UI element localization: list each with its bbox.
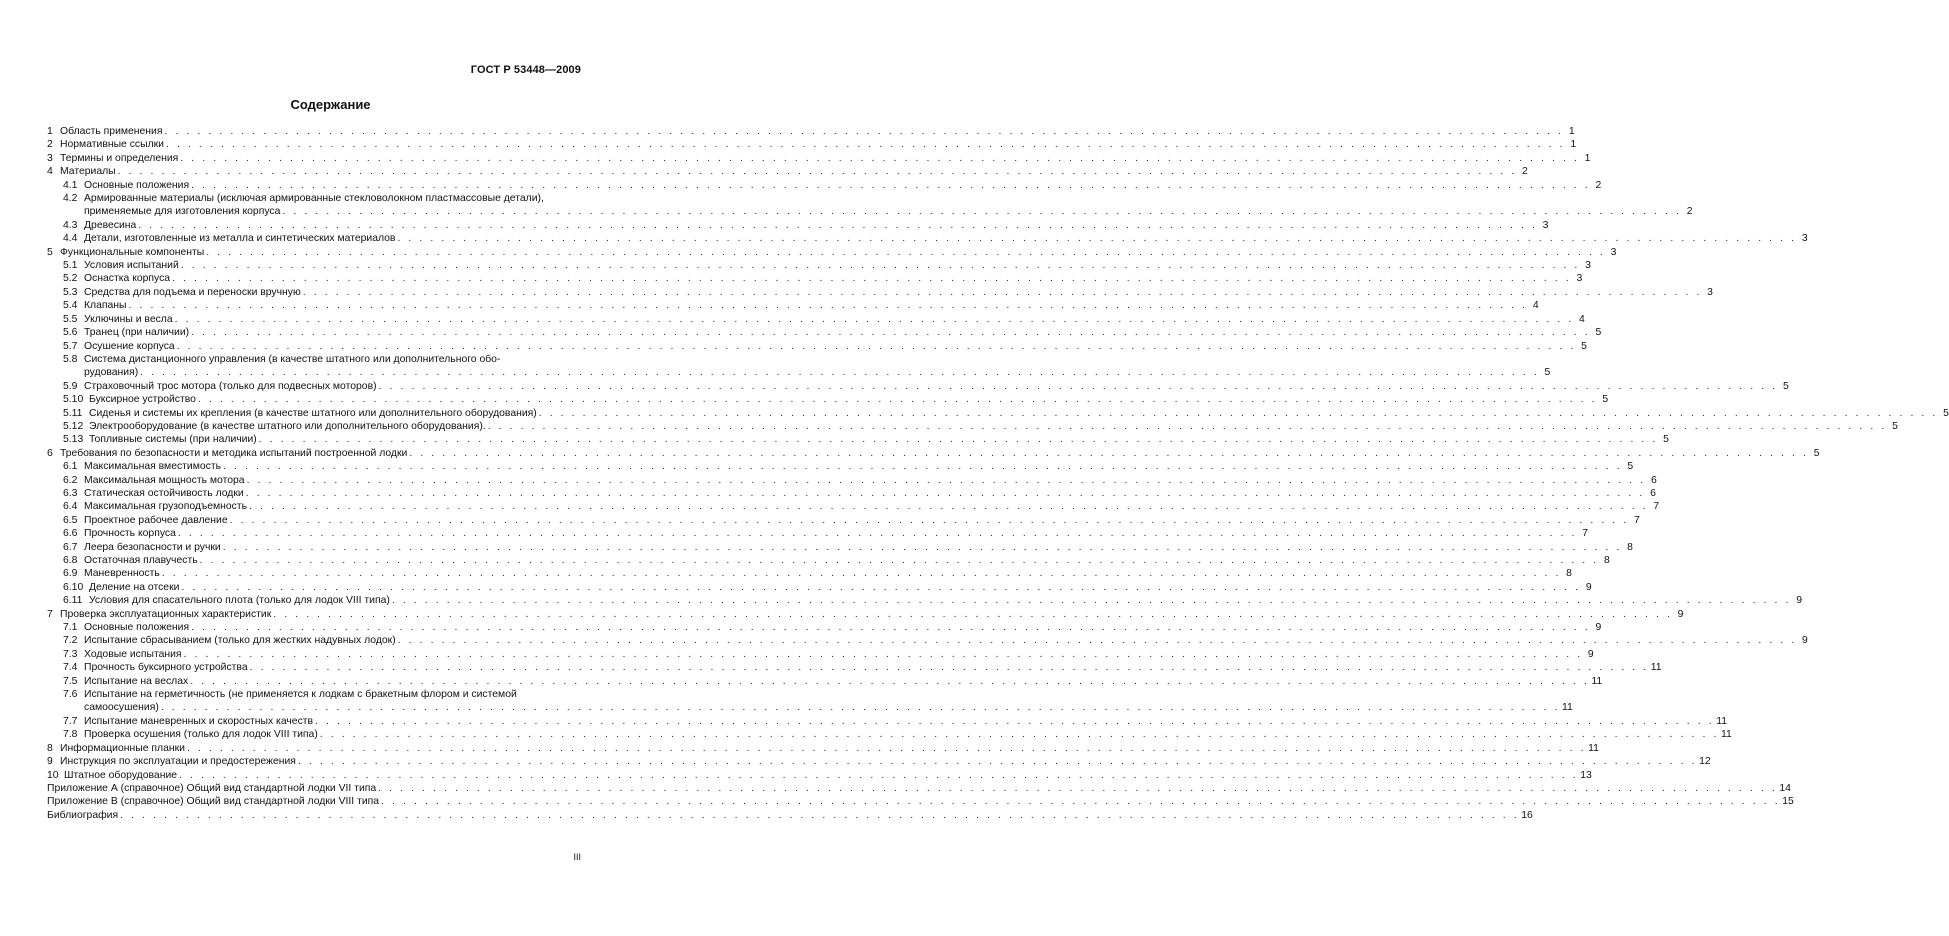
toc-entry-page: 4 [1579, 313, 1585, 325]
toc-entry[interactable] [47, 219, 1549, 232]
toc-entry-number: 5.12 [63, 420, 84, 432]
toc-entry-title: Сиденья и системы их крепления (в качестве штатного или дополнительного оборудования) [89, 407, 537, 419]
toc-entry-title: Статическая остойчивость лодки [84, 487, 244, 499]
toc-entry[interactable] [47, 138, 1577, 151]
toc-leader-dots [178, 527, 1577, 540]
toc-entry-page: 11 [1716, 715, 1728, 727]
toc-leader-dots [488, 420, 1887, 433]
toc-entry-page: 5 [1602, 394, 1609, 406]
toc-entry-page: 11 [1720, 729, 1732, 741]
toc-entry-title: Термины и определения [60, 152, 179, 164]
toc-entry-title-continued: применяемые для изготовления корпуса [84, 206, 281, 218]
toc-entry[interactable] [47, 474, 1657, 487]
toc-entry[interactable] [47, 152, 1591, 165]
toc-entry-page: 9 [1802, 635, 1808, 647]
toc-leader-dots [247, 474, 1646, 487]
toc-leader-dots [378, 782, 1777, 795]
toc-entry[interactable] [47, 782, 1791, 795]
toc-entry-number: 7.4 [63, 662, 78, 674]
toc-entry-line [63, 353, 584, 366]
toc-entry-number: 5.8 [63, 353, 78, 365]
toc-leader-dots [184, 648, 1583, 661]
toc-entry-page: 11 [1561, 702, 1573, 714]
toc-entry-number: 5.7 [63, 340, 78, 352]
toc-entry-title: Испытание сбрасыванием (только для жестких надувных лодок) [84, 635, 396, 647]
toc-entry-title: Требования по безопасности и методика испытаний построенной лодки [60, 447, 408, 459]
toc-leader-dots [200, 554, 1599, 567]
toc-entry-number: 6.7 [63, 541, 78, 553]
toc-entry[interactable] [47, 165, 1528, 178]
toc-entry[interactable] [47, 272, 1583, 285]
toc-entry-page: 3 [1585, 260, 1591, 272]
toc-entry-page: 8 [1566, 568, 1572, 580]
toc-entry-page: 15 [1782, 796, 1794, 808]
toc-entry-number: 2 [47, 139, 53, 151]
toc-entry[interactable] [47, 380, 1789, 393]
toc-leader-dots [206, 246, 1605, 259]
toc-entry-page: 14 [1779, 782, 1791, 794]
toc-entry-title: Клапаны [84, 300, 127, 312]
toc-entry-title: Страховочный трос мотора (только для подвесных моторов) [84, 380, 377, 392]
toc-entry-title: Прочность корпуса [84, 528, 176, 540]
toc-entry-title-continued: рудования) [84, 367, 139, 379]
toc-entry-number: 5.3 [63, 286, 78, 298]
toc-entry-title: Максимальная вместимость [84, 461, 222, 473]
toc-leader-dots [303, 286, 1702, 299]
toc-entry[interactable] [47, 594, 1803, 607]
toc-entry-number: 3 [47, 152, 53, 164]
toc-leader-dots [177, 340, 1576, 353]
toc-entry-title: Армированные материалы (исключая армированные стекловолокном пластмассовые детали), [84, 193, 544, 205]
toc-leader-dots [164, 125, 1563, 138]
toc-leader-dots [249, 500, 1648, 513]
toc-entry[interactable] [47, 554, 1610, 567]
toc-entry-page: 2 [1686, 206, 1693, 218]
toc-leader-dots [166, 138, 1565, 151]
toc-entry-line [63, 192, 584, 205]
toc-entry-number: 10 [47, 769, 59, 781]
page-number: III [573, 852, 581, 862]
toc-entry-number: 4.3 [63, 219, 78, 231]
toc-leader-dots [250, 661, 1649, 674]
toc-title: Содержание [290, 97, 371, 112]
toc-leader-dots [398, 634, 1797, 647]
toc-entry-page: 3 [1801, 233, 1808, 245]
toc-leader-dots [191, 179, 1590, 192]
toc-entry[interactable] [47, 675, 1603, 688]
toc-entry-page: 6 [1650, 474, 1657, 486]
toc-entry[interactable] [47, 313, 1585, 326]
toc-entry-title: Транец (при наличии) [84, 327, 190, 339]
toc-entry-page: 9 [1796, 595, 1803, 607]
toc-entry-page: 2 [1522, 166, 1528, 178]
toc-entry[interactable] [47, 755, 1711, 768]
toc-entry[interactable] [47, 340, 1587, 353]
toc-entry-number: 6.5 [63, 514, 78, 526]
toc-entry-page: 16 [1521, 809, 1533, 821]
toc-entry-title: Проверка осушения (только для лодок VIII типа) [84, 729, 318, 741]
toc-entry-page: 5 [1782, 380, 1789, 392]
toc-entry-title: Детали, изготовленные из металла и синтетических материалов [84, 233, 396, 245]
toc-entry-page: 5 [1595, 327, 1602, 339]
toc-entry-number: 5.2 [63, 273, 78, 285]
toc-entry-number: 6.11 [63, 595, 83, 607]
toc-entry-title: Испытание на веслах [84, 675, 189, 687]
toc-entry[interactable] [47, 433, 1669, 446]
toc-entry-title: Система дистанционного управления (в качестве штатного или дополнительного обо- [84, 353, 501, 365]
toc-leader-dots [162, 567, 1561, 580]
toc-leader-dots [392, 594, 1791, 607]
toc-entry-title: Оснастка корпуса [84, 273, 171, 285]
toc-entry[interactable] [47, 661, 1662, 674]
toc-entry-page: 5 [1892, 420, 1898, 432]
toc-leader-dots [198, 393, 1597, 406]
toc-entry-number: 7 [47, 608, 53, 620]
toc-leader-dots [190, 675, 1589, 688]
toc-entry[interactable] [47, 487, 1656, 500]
toc-leader-dots [191, 326, 1590, 339]
toc-entry-number: 6.4 [63, 501, 78, 513]
toc-entry[interactable] [47, 393, 1609, 406]
toc-entry-page: 11 [1591, 675, 1603, 687]
toc-entry-number: 5 [47, 246, 53, 258]
toc-entry-number: 7.5 [63, 675, 78, 687]
toc-entry-line [63, 688, 584, 701]
toc-entry-number: 7.2 [63, 635, 78, 647]
toc-entry-page: 1 [1568, 126, 1575, 137]
toc-entry-number: 5.1 [63, 260, 78, 272]
toc-entry[interactable] [47, 809, 1533, 822]
toc-entry-number: 7.3 [63, 648, 78, 660]
toc-entry-number: 5.13 [63, 434, 84, 446]
toc-entry-title: Инструкция по эксплуатации и предостережения [60, 756, 296, 768]
toc-entry[interactable] [47, 286, 1713, 299]
toc-entry-page: 3 [1542, 219, 1549, 231]
toc-entry-number: 5.9 [63, 380, 78, 392]
toc-leader-dots [409, 447, 1808, 460]
toc-entry-number: 6 [47, 447, 53, 459]
toc-entry-number: 5.6 [63, 327, 78, 339]
toc-entry-title: Остаточная плавучесть [84, 555, 198, 566]
toc-entry-number: 8 [47, 742, 53, 754]
toc-leader-dots [246, 487, 1645, 500]
toc-entry-number: 5.10 [63, 394, 84, 406]
toc-entry-page: 8 [1604, 555, 1610, 566]
toc-entry-title: Древесина [84, 219, 137, 231]
toc-leader-dots [223, 460, 1622, 473]
toc-entry-number: 6.3 [63, 487, 78, 499]
toc-leader-dots [129, 299, 1528, 312]
toc-entry-page: 4 [1532, 300, 1539, 312]
toc-entry-title: Испытание на герметичность (не применяется к лодкам с бракетным флором и системой [84, 689, 517, 701]
toc-entry[interactable] [47, 179, 1602, 192]
toc-entry-page: 13 [1580, 769, 1592, 781]
toc-entry-page: 7 [1582, 528, 1589, 540]
toc-leader-dots [181, 581, 1580, 594]
toc-entry-number: 4.4 [63, 233, 78, 245]
toc-entry[interactable] [47, 420, 1898, 433]
toc-entry-title: Ходовые испытания [84, 648, 182, 660]
toc-entry-number: 6.2 [63, 474, 78, 486]
toc-entry-number: 1 [47, 126, 53, 137]
toc-entry-title: Леера безопасности и ручки [84, 541, 221, 553]
toc-entry-title: Условия испытаний [84, 260, 179, 272]
toc-entry-title: Область применения [60, 126, 163, 137]
toc-entry[interactable] [47, 715, 1728, 728]
toc-entry-title: Испытание маневренных и скоростных качеств [84, 715, 314, 727]
toc-leader-dots [381, 795, 1780, 808]
toc-entry-page: 2 [1595, 179, 1602, 191]
toc-entry-number: 7.6 [63, 689, 78, 701]
toc-leader-dots [172, 272, 1571, 285]
toc-entry-number: 5.5 [63, 313, 78, 325]
toc-entry-title: Средства для подъема и переноски вручную [84, 286, 301, 298]
toc-leader-dots [118, 165, 1517, 178]
toc-entry-title: Проверка эксплуатационных характеристик [60, 608, 272, 620]
toc-leader-dots [138, 219, 1537, 232]
toc-leader-dots [179, 769, 1578, 782]
toc-entry[interactable] [47, 353, 1551, 380]
toc-entry-number: 5.4 [63, 300, 78, 312]
toc-entry[interactable] [47, 125, 1575, 138]
toc-entry[interactable] [47, 541, 1633, 554]
toc-entry[interactable] [47, 688, 1573, 715]
toc-entry[interactable] [47, 232, 1808, 245]
toc-entry[interactable] [47, 728, 1732, 741]
toc-leader-dots [298, 755, 1697, 768]
toc-entry[interactable] [47, 460, 1634, 473]
toc-entry-title: Штатное оборудование [64, 769, 178, 781]
toc-entry-page: 11 [1588, 742, 1599, 754]
toc-leader-dots [181, 259, 1580, 272]
toc-entry-title: Электрооборудование (в качестве штатного или дополнительного оборудования). [89, 420, 486, 432]
toc-entry-page: 7 [1653, 501, 1660, 513]
toc-entry-title: Топливные системы (при наличии) [89, 434, 257, 446]
toc-entry[interactable] [47, 648, 1594, 661]
toc-entry-page: 1 [1570, 139, 1577, 151]
toc-entry-number: 6.10 [63, 581, 84, 593]
toc-leader-dots [259, 433, 1658, 446]
toc-entry[interactable] [47, 447, 1820, 460]
toc-entry-page: 1 [1584, 152, 1591, 164]
toc-leader-dots [379, 380, 1778, 393]
toc-entry-number: 7.7 [63, 715, 78, 727]
toc-entry-page: 5 [1544, 367, 1551, 379]
toc-entry-page: 6 [1650, 487, 1656, 499]
toc-entry[interactable] [47, 581, 1592, 594]
toc-entry-page: 9 [1585, 581, 1592, 593]
toc-leader-dots [191, 621, 1590, 634]
toc-leader-dots [223, 541, 1622, 554]
toc-entry-title: Проектное рабочее давление [84, 514, 228, 526]
toc-entry-number: 6.8 [63, 555, 78, 566]
toc-entry-number: 7.8 [63, 729, 78, 741]
toc-entry-page: 3 [1576, 273, 1583, 285]
toc-entry[interactable] [47, 795, 1794, 808]
toc-entry-title: Максимальная грузоподъемность [84, 501, 248, 513]
toc-entry-number: 6.6 [63, 528, 78, 540]
toc-entry-line [63, 701, 1573, 714]
toc-leader-dots [397, 232, 1796, 245]
toc-entry-title: Деление на отсеки [89, 581, 180, 593]
toc-leader-dots [230, 514, 1629, 527]
toc-entry-number: 4 [47, 166, 53, 178]
toc-entry-page: 5 [1943, 407, 1949, 419]
toc-leader-dots [187, 742, 1586, 755]
toc-entry-title: Уключины и весла [84, 313, 173, 325]
toc-entry-title: Буксирное устройство [89, 394, 196, 406]
toc-entry-page: 9 [1677, 608, 1684, 620]
toc-entry-page: 5 [1581, 340, 1587, 352]
toc-entry[interactable] [47, 742, 1599, 755]
toc-entry-page: 3 [1610, 246, 1617, 258]
toc-entry-page: 5 [1627, 461, 1634, 473]
toc-entry[interactable] [47, 514, 1640, 527]
table-of-contents [47, 125, 1949, 822]
toc-entry-title: Основные положения [84, 622, 190, 634]
toc-entry-line [63, 205, 1693, 218]
toc-entry-title-continued: самоосушения) [84, 702, 159, 714]
toc-entry-title: Приложение В (справочное) Общий вид стандартной лодки VIII типа [47, 796, 380, 808]
toc-entry-title: Нормативные ссылки [60, 139, 164, 151]
toc-entry-title: Основные положения [84, 179, 190, 191]
toc-entry[interactable] [47, 192, 1693, 219]
toc-leader-dots [315, 715, 1714, 728]
toc-entry[interactable] [47, 527, 1589, 540]
toc-entry-title: Функциональные компоненты [60, 246, 205, 258]
toc-entry-title: Осушение корпуса [84, 340, 175, 352]
toc-entry-page: 5 [1663, 434, 1669, 446]
toc-entry[interactable] [47, 246, 1617, 259]
toc-entry-title: Материалы [60, 166, 116, 178]
toc-leader-dots [161, 701, 1560, 714]
toc-entry[interactable] [47, 500, 1660, 513]
toc-entry-title: Приложение А (справочное) Общий вид стандартной лодки VII типа [47, 782, 377, 794]
toc-entry-number: 9 [47, 756, 53, 768]
toc-entry-title: Условия для спасательного плота (только для лодок VIII типа) [89, 595, 390, 607]
toc-entry[interactable] [47, 299, 1539, 312]
toc-leader-dots [180, 152, 1579, 165]
toc-entry-page: 7 [1634, 514, 1640, 526]
toc-entry-number: 7.1 [63, 622, 78, 634]
toc-leader-dots [273, 608, 1672, 621]
toc-leader-dots [140, 366, 1539, 379]
standard-code: ГОСТ Р 53448—2009 [470, 64, 581, 76]
toc-entry[interactable] [47, 259, 1591, 272]
toc-entry-title: Информационные планки [60, 742, 185, 754]
toc-entry-number: 4.2 [63, 193, 78, 205]
toc-entry-number: 4.1 [63, 179, 78, 191]
toc-leader-dots [282, 205, 1681, 218]
toc-entry[interactable] [47, 621, 1602, 634]
toc-entry[interactable] [47, 634, 1808, 647]
toc-entry-title: Прочность буксирного устройства [84, 662, 248, 674]
toc-entry-page: 8 [1627, 541, 1633, 553]
toc-entry-title: Максимальная мощность мотора [84, 474, 245, 486]
toc-entry-title: Маневренность [84, 568, 160, 580]
toc-entry[interactable] [47, 326, 1602, 339]
toc-entry-line [63, 366, 1551, 379]
toc-entry-number: 6.1 [63, 461, 78, 473]
toc-leader-dots [175, 313, 1574, 326]
toc-entry[interactable] [47, 608, 1684, 621]
toc-entry-page: 12 [1699, 756, 1711, 768]
toc-leader-dots [120, 809, 1519, 822]
toc-entry-page: 3 [1707, 286, 1713, 298]
toc-entry-page: 11 [1650, 662, 1662, 674]
toc-entry-page: 9 [1587, 648, 1594, 660]
toc-entry-page: 9 [1595, 622, 1602, 634]
toc-entry-number: 5.11 [63, 407, 83, 419]
toc-leader-dots [320, 728, 1719, 741]
toc-entry[interactable] [47, 407, 1949, 420]
toc-leader-dots [539, 407, 1938, 420]
toc-entry-page: 5 [1813, 447, 1820, 459]
toc-entry[interactable] [47, 567, 1572, 580]
toc-entry[interactable] [47, 769, 1592, 782]
toc-entry-title: Библиография [47, 809, 119, 821]
toc-entry-number: 6.9 [63, 568, 78, 580]
